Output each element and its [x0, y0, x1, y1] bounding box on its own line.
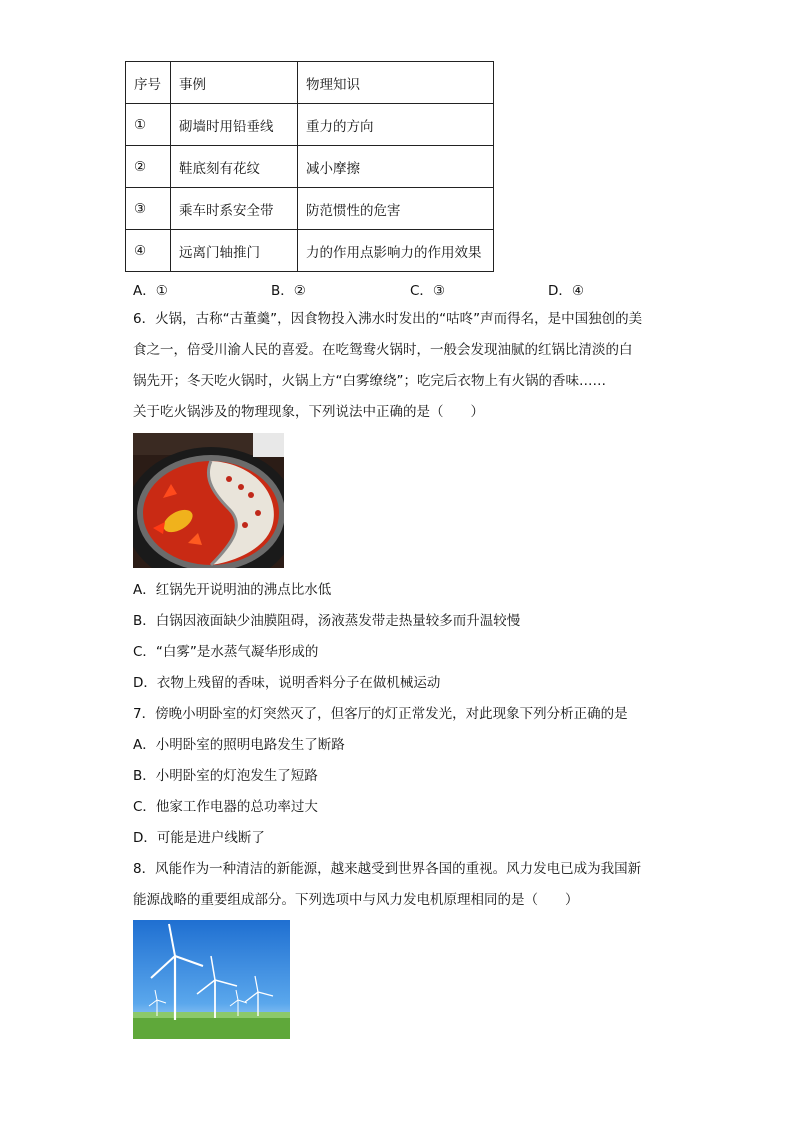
table-header-cell: 物理知识 [298, 62, 494, 104]
q6-option-b: B．白锅因液面缺少油膜阻碍，汤液蒸发带走热量较多而升温较慢 [133, 613, 521, 629]
table-cell-index: ② [126, 146, 171, 188]
table-header-cell: 事例 [171, 62, 298, 104]
q7-stem: 7．傍晚小明卧室的灯突然灭了，但客厅的灯正常发光，对此现象下列分析正确的是 [133, 706, 628, 722]
q6-stem-line: 关于吃火锅涉及的物理现象，下列说法中正确的是（ ） [133, 404, 484, 420]
q6-stem-line: 6．火锅，古称“古董羹”，因食物投入沸水时发出的“咕咚”声而得名，是中国独创的美 [133, 311, 643, 327]
table-row [126, 230, 494, 272]
table-cell-example: 鞋底刻有花纹 [171, 146, 298, 188]
q6-option-c: C．“白雾”是水蒸气凝华形成的 [133, 644, 319, 660]
table-cell-index: ① [126, 104, 171, 146]
table-cell-knowledge: 防范惯性的危害 [298, 188, 494, 230]
table-cell-example: 远离门轴推门 [171, 230, 298, 272]
table-cell-index: ③ [126, 188, 171, 230]
table-cell-index: ④ [126, 230, 171, 272]
q8-stem-line: 能源战略的重要组成部分。下列选项中与风力发电机原理相同的是（ ） [133, 892, 579, 908]
table-row [126, 188, 494, 230]
q7-option-a: A．小明卧室的照明电路发生了断路 [133, 737, 345, 753]
q7-option-c: C．他家工作电器的总功率过大 [133, 799, 318, 815]
q5-option-a: A．① [133, 283, 168, 299]
q8-stem-line: 8．风能作为一种清洁的新能源，越来越受到世界各国的重视。风力发电已成为我国新 [133, 861, 642, 877]
q5-option-d: D．④ [548, 283, 584, 299]
table-row [126, 104, 494, 146]
q7-option-d: D．可能是进户线断了 [133, 830, 265, 846]
q6-option-d: D．衣物上残留的香味，说明香料分子在做机械运动 [133, 675, 441, 691]
q5-options [133, 279, 603, 299]
q5-option-b: B．② [271, 283, 306, 299]
wind-turbine-photo [133, 920, 290, 1039]
table-cell-example: 砌墙时用铅垂线 [171, 104, 298, 146]
q6-option-a: A．红锅先开说明油的沸点比水低 [133, 582, 332, 598]
table-row [126, 146, 494, 188]
table-header-row [126, 62, 494, 104]
q5-option-c: C．③ [410, 283, 446, 299]
q6-stem-line: 锅先开；冬天吃火锅时，火锅上方“白雾缭绕”；吃完后衣物上有火锅的香味…… [133, 373, 606, 389]
table-cell-knowledge: 力的作用点影响力的作用效果 [298, 230, 494, 272]
hotpot-photo [133, 433, 284, 568]
table-cell-knowledge: 减小摩擦 [298, 146, 494, 188]
hotpot-illustration [133, 433, 284, 568]
q7-option-b: B．小明卧室的灯泡发生了短路 [133, 768, 318, 784]
table-cell-knowledge: 重力的方向 [298, 104, 494, 146]
wind-turbine-illustration [133, 920, 290, 1039]
table-cell-example: 乘车时系安全带 [171, 188, 298, 230]
table-header-cell: 序号 [126, 62, 171, 104]
physics-knowledge-table [125, 61, 494, 272]
q6-stem-line: 食之一，倍受川渝人民的喜爱。在吃鸳鸯火锅时，一般会发现油腻的红锅比清淡的白 [133, 342, 633, 358]
